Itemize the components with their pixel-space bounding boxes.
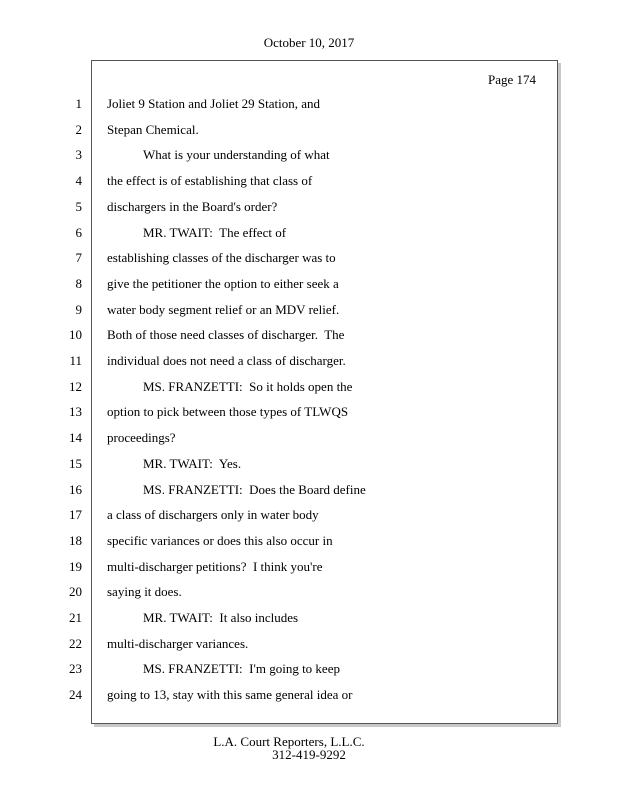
line-text: specific variances or does this also occur in xyxy=(107,533,333,548)
line-number: 11 xyxy=(69,353,82,368)
line-text: multi-discharger petitions? I think you're xyxy=(107,559,323,574)
line-number: 16 xyxy=(69,482,82,497)
transcript-date: October 10, 2017 xyxy=(263,35,355,50)
line-number: 15 xyxy=(69,456,82,471)
line-number: 6 xyxy=(75,225,82,240)
line-number: 1 xyxy=(75,96,82,111)
line-number: 9 xyxy=(75,302,82,317)
line-text: individual does not need a class of discharger. xyxy=(107,353,346,368)
line-number: 18 xyxy=(69,533,82,548)
line-number: 2 xyxy=(75,122,82,137)
line-text: MS. FRANZETTI: I'm going to keep xyxy=(143,661,340,676)
line-number: 20 xyxy=(69,584,82,599)
line-text: MS. FRANZETTI: So it holds open the xyxy=(143,379,353,394)
line-text: MR. TWAIT: The effect of xyxy=(143,225,287,240)
line-text: MR. TWAIT: Yes. xyxy=(143,456,242,471)
line-number: 23 xyxy=(69,661,82,676)
line-number: 19 xyxy=(69,559,82,574)
line-number: 17 xyxy=(69,507,82,522)
line-text: give the petitioner the option to either seek a xyxy=(107,276,339,291)
line-text: Stepan Chemical. xyxy=(107,122,199,137)
line-number: 3 xyxy=(75,147,82,162)
line-text: What is your understanding of what xyxy=(143,147,330,162)
line-number: 8 xyxy=(75,276,82,291)
line-text: proceedings? xyxy=(107,430,176,445)
line-text: Both of those need classes of discharger. The xyxy=(107,327,345,342)
line-number: 7 xyxy=(75,250,82,265)
line-text: water body segment relief or an MDV relief. xyxy=(107,302,340,317)
line-number: 10 xyxy=(69,327,82,342)
line-text: dischargers in the Board's order? xyxy=(107,199,278,214)
line-number: 5 xyxy=(75,199,82,214)
line-text: saying it does. xyxy=(107,584,182,599)
line-text: option to pick between those types of TLWQS xyxy=(107,404,349,419)
line-number: 14 xyxy=(69,430,82,445)
line-text: the effect is of establishing that class of xyxy=(107,173,313,188)
line-number: 13 xyxy=(69,404,82,419)
line-text: multi-discharger variances. xyxy=(107,636,249,651)
line-number: 24 xyxy=(69,687,82,702)
line-number: 21 xyxy=(69,610,82,625)
line-text: MS. FRANZETTI: Does the Board define xyxy=(143,482,366,497)
line-text: a class of dischargers only in water body xyxy=(107,507,319,522)
reporter-company: L.A. Court Reporters, L.L.C. xyxy=(213,734,365,749)
line-text: MR. TWAIT: It also includes xyxy=(143,610,299,625)
page-number: Page 174 xyxy=(488,72,537,87)
line-number: 12 xyxy=(69,379,82,394)
line-number: 22 xyxy=(69,636,82,651)
line-number: 4 xyxy=(75,173,82,188)
line-text: going to 13, stay with this same general idea or xyxy=(107,687,353,702)
line-text: Joliet 9 Station and Joliet 29 Station, and xyxy=(107,96,321,111)
reporter-phone: 312-419-9292 xyxy=(272,747,346,762)
line-text: establishing classes of the discharger was to xyxy=(107,250,336,265)
